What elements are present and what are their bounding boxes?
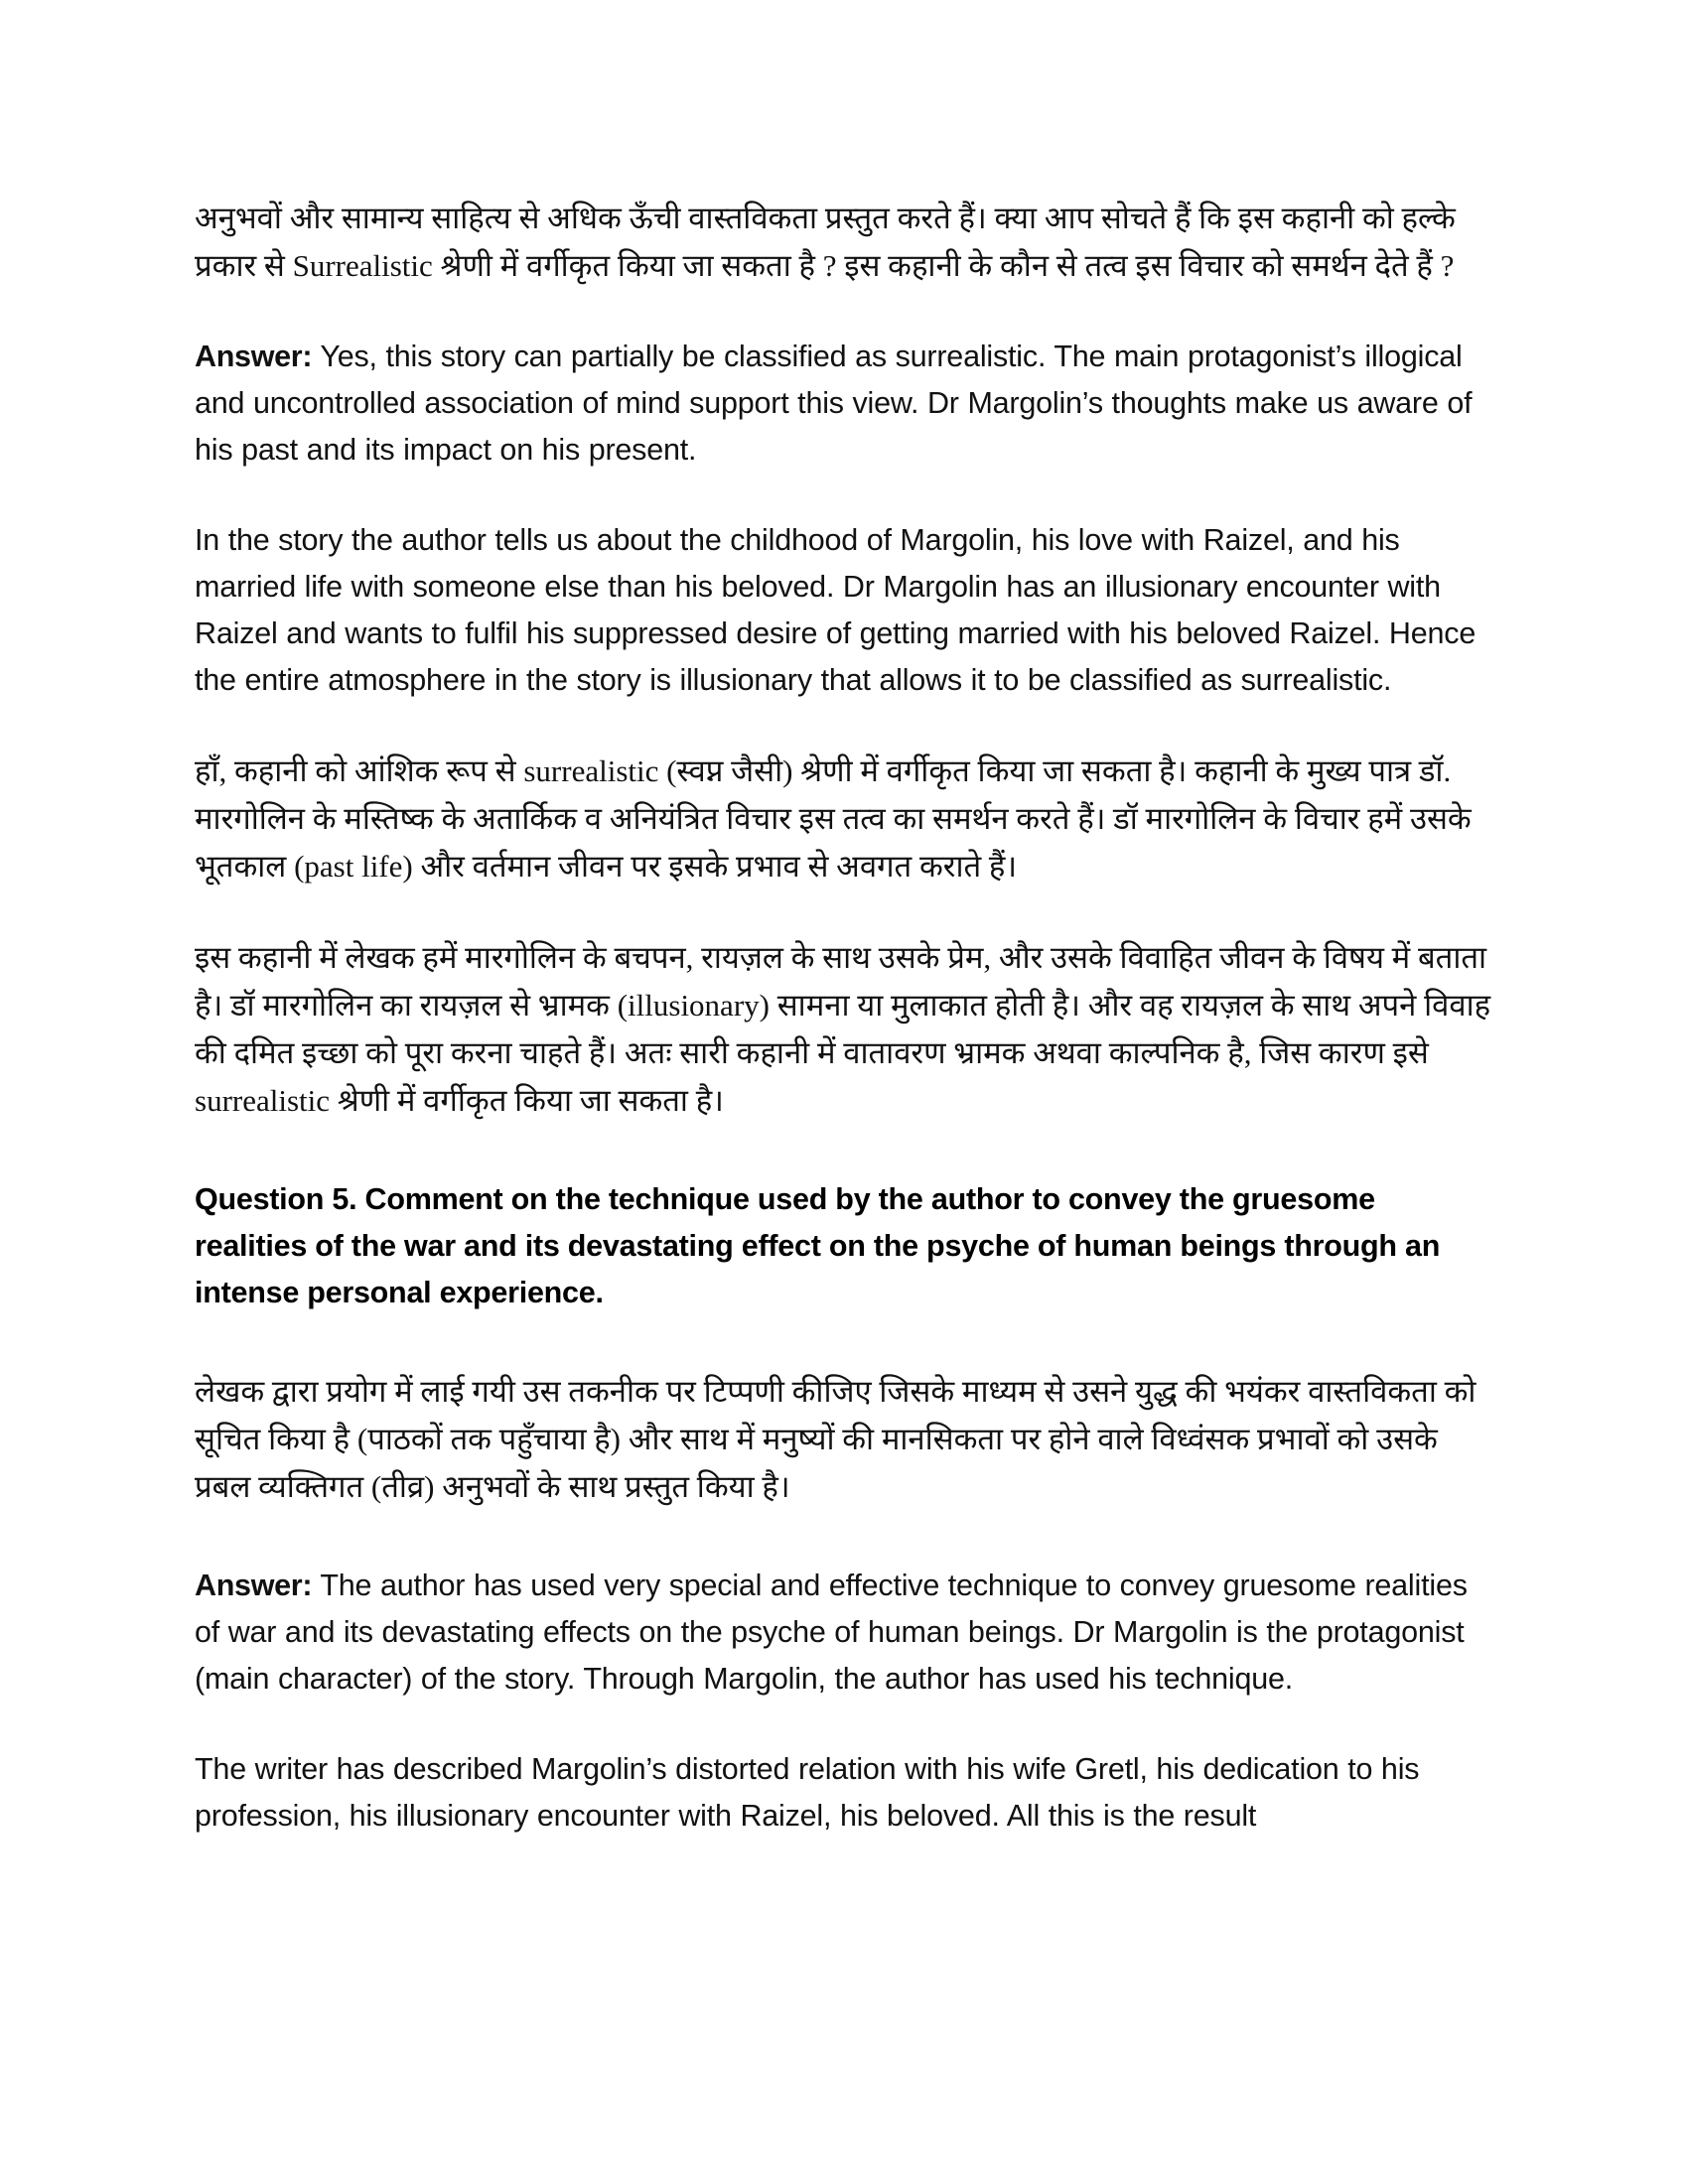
answer-label: Answer: xyxy=(195,340,313,373)
answer-2-body: The author has used very special and effective technique to convey gruesome realities of war and its devastating effects on the psyche of human beings. Dr Margolin is the protagonist (main character) of the story. Through Margolin, the author has used his technique. xyxy=(195,1569,1468,1696)
answer-label: Answer: xyxy=(195,1569,313,1602)
answer-1-hindi-paragraph-1: हाँ, कहानी को आंशिक रूप से surrealistic (स्वप्न जैसी) श्रेणी में वर्गीकृत किया जा सकता है। कहानी के मुख्य पात्र डॉ. मारगोलिन के मस्तिष्क के अतार्किक व अनियंत्रित विचार इस तत्व का समर्थन करते हैं। डॉ मारगोलिन के विचार हमें उसके भूतकाल (past life) और वर्तमान जीवन पर इसके प्रभाव से अवगत कराते हैं। xyxy=(195,753,1472,884)
answer-1-paragraph xyxy=(195,334,1493,474)
answer-2-paragraph xyxy=(195,1563,1493,1703)
question-5-heading: Question 5. Comment on the technique used by the author to convey the gruesome realities of the war and its devastating effect on the psyche of human beings through an intense personal experience. xyxy=(195,1182,1441,1309)
answer-1-body: Yes, this story can partially be classified as surrealistic. The main protagonist’s illogical and uncontrolled association of mind support this view. Dr Margolin’s thoughts make us aware of his past and its impact on his present. xyxy=(195,340,1473,467)
question-5-hindi: लेखक द्वारा प्रयोग में लाई गयी उस तकनीक पर टिप्पणी कीजिए जिसके माध्यम से उसने युद्ध की भयंकर वास्तविकता को सूचित किया है (पाठकों तक पहुँचाया है) और साथ में मनुष्यों की मानसिकता पर होने वाले विध्वंसक प्रभावों को उसके प्रबल व्यक्तिगत (तीव्र) अनुभवों के साथ प्रस्तुत किया है। xyxy=(195,1374,1477,1504)
page-content xyxy=(0,195,1688,1840)
answer-1-paragraph-2: In the story the author tells us about the childhood of Margolin, his love with Raizel, and his married life with someone else than his beloved. Dr Margolin has an illusionary encounter with Raizel and wants to fulfil his suppressed desire of getting married with his beloved Raizel. Hence the entire atmosphere in the story is illusionary that allows it to be classified as surrealistic. xyxy=(195,523,1477,697)
answer-2-paragraph-2: The writer has described Margolin’s distorted relation with his wife Gretl, his dedication to his profession, his illusionary encounter with Raizel, his beloved. All this is the result xyxy=(195,1752,1420,1833)
question-tail-hindi: अनुभवों और सामान्य साहित्य से अधिक ऊँची वास्तविकता प्रस्तुत करते हैं। क्या आप सोचते हैं कि इस कहानी को हल्के प्रकार से Surrealistic श्रेणी में वर्गीकृत किया जा सकता है ? इस कहानी के कौन से तत्व इस विचार को समर्थन देते हैं ? xyxy=(195,201,1456,283)
answer-1-hindi-paragraph-2: इस कहानी में लेखक हमें मारगोलिन के बचपन, रायज़ल के साथ उसके प्रेम, और उसके विवाहित जीवन के विषय में बताता है। डॉ मारगोलिन का रायज़ल से भ्रामक (illusionary) सामना या मुलाकात होती है। और वह रायज़ल के साथ अपने विवाह की दमित इच्छा को पूरा करना चाहते हैं। अतः सारी कहानी में वातावरण भ्रामक अथवा काल्पनिक है, जिस कारण इसे surrealistic श्रेणी में वर्गीकृत किया जा सकता है। xyxy=(195,940,1491,1118)
